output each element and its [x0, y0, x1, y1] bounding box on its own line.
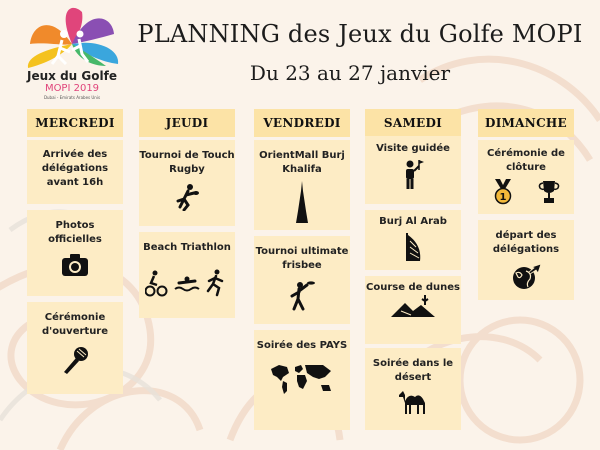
event-card-touch-rugby: [139, 140, 235, 226]
closing-icons: [492, 179, 560, 205]
event-label: Arrivée des délégations avant 16h: [41, 149, 109, 188]
event-card-ceremonie-ouverture: [27, 302, 123, 394]
logo-year: MOPI 2019: [44, 83, 100, 94]
tour-guide-icon: [401, 158, 425, 190]
event-label: Course de dunes: [365, 282, 461, 293]
event-card-visite-guidee: [365, 136, 461, 204]
event-card-ceremonie-cloture: [478, 140, 574, 214]
page-subtitle: Du 23 au 27 janvier: [249, 61, 451, 85]
day-header-vendredi: VENDREDI: [254, 109, 350, 137]
frisbee-player-icon: [288, 279, 316, 311]
event-card-burj-al-arab: [365, 210, 461, 270]
burj-al-arab-icon: [402, 231, 424, 261]
event-label: Cérémonie de clôture: [487, 148, 565, 173]
event-label: départ des délégations: [492, 230, 560, 255]
day-header-jeudi: JEUDI: [139, 109, 235, 137]
world-map-icon: [269, 363, 335, 395]
medal-number: 1: [499, 192, 507, 203]
event-label: Soirée dans le désert: [372, 358, 454, 383]
event-card-course-dunes: [365, 276, 461, 344]
event-card-beach-triathlon: [139, 232, 235, 318]
event-label: Burj Al Arab: [379, 216, 447, 227]
day-header-mercredi: MERCREDI: [27, 109, 123, 137]
triathlon-icon: [145, 269, 229, 297]
logo-title: Jeux du Golfe: [27, 69, 117, 83]
logo-text: [22, 70, 122, 100]
camel-icon: [395, 387, 431, 415]
event-card-arrivee: [27, 140, 123, 204]
event-label: Soirée des PAYS: [256, 340, 348, 351]
event-label: Tournoi ultimate frisbee: [255, 246, 349, 271]
trophy-icon: [538, 179, 560, 205]
event-card-soiree-pays: [254, 330, 350, 430]
microphone-icon: [60, 345, 90, 375]
globe-plane-icon: [510, 263, 542, 291]
event-label: OrientMall Burj Khalifa: [259, 150, 345, 175]
event-card-depart-delegations: [478, 220, 574, 300]
event-label: Tournoi de Touch Rugby: [139, 150, 235, 175]
dunes-icon: [391, 295, 435, 317]
event-label: Beach Triathlon: [143, 242, 231, 253]
burj-khalifa-icon: [292, 181, 312, 223]
medal-icon: [492, 179, 514, 205]
rugby-player-icon: [174, 183, 200, 211]
day-header-samedi: SAMEDI: [365, 109, 461, 137]
page-title: PLANNING des Jeux du Golfe MOPI: [137, 20, 583, 48]
event-card-ultimate-frisbee: [254, 236, 350, 324]
event-card-photos: [27, 210, 123, 296]
event-card-orientmall: [254, 140, 350, 230]
camera-icon: [61, 253, 89, 277]
event-label: Photos officielles: [48, 220, 102, 245]
event-card-soiree-desert: [365, 348, 461, 430]
event-label: Visite guidée: [376, 143, 450, 154]
logo-location: Dubai - Emirats Arabes Unis: [43, 95, 101, 100]
event-label: Cérémonie d'ouverture: [41, 312, 109, 337]
day-header-dimanche: DIMANCHE: [478, 109, 574, 137]
